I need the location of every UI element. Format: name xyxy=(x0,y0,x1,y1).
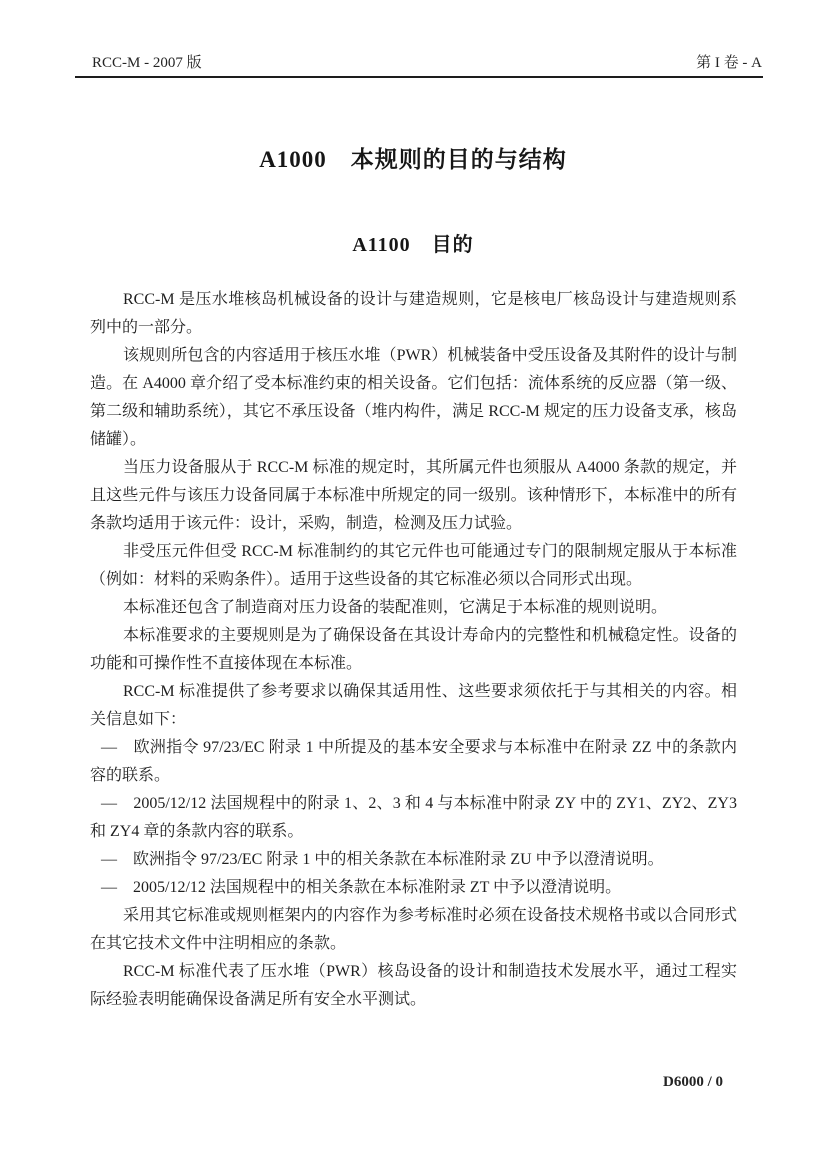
list-item: — 2005/12/12 法国规程中的相关条款在本标准附录 ZT 中予以澄清说明。 xyxy=(101,879,622,896)
paragraph: 本标准要求的主要规则是为了确保设备在其设计寿命内的完整性和机械稳定性。设备的功能和可操作性不直接体现在本标准。 xyxy=(90,627,737,672)
page-header xyxy=(92,54,762,72)
paragraph: 该规则所包含的内容适用于核压水堆（PWR）机械装备中受压设备及其附件的设计与制造。在 A4000 章介绍了受本标准约束的相关设备。它们包括：流体系统的反应器（第一级、第二级和辅助系统），其它不承压设备（堆内构件，满足 RCC-M 规定的压力设备支承，核岛储罐）。 xyxy=(90,347,737,448)
header-volume-label: 第 I 卷 - A xyxy=(696,55,762,71)
footer-reference: D6000 / 0 xyxy=(663,1074,723,1090)
paragraph: 非受压元件但受 RCC-M 标准制约的其它元件也可能通过专门的限制规定服从于本标准（例如：材料的采购条件）。适用于这些设备的其它标准必须以合同形式出现。 xyxy=(90,543,737,588)
list-item: — 欧洲指令 97/23/EC 附录 1 中所提及的基本安全要求与本标准中在附录 ZZ 中的条款内容的联系。 xyxy=(90,739,737,784)
paragraph: 采用其它标准或规则框架内的内容作为参考标准时必须在设备技术规格书或以合同形式在其它技术文件中注明相应的条款。 xyxy=(90,907,737,952)
paragraph: RCC-M 标准代表了压水堆（PWR）核岛设备的设计和制造技术发展水平，通过工程实际经验表明能确保设备满足所有安全水平测试。 xyxy=(90,963,737,1008)
list-item: — 2005/12/12 法国规程中的附录 1、2、3 和 4 与本标准中附录 ZY 中的 ZY1、ZY2、ZY3 和 ZY4 章的条款内容的联系。 xyxy=(90,795,737,840)
document-body xyxy=(90,286,737,1014)
document-title: A1000 本规则的目的与结构 xyxy=(259,147,567,172)
paragraph: 本标准还包含了制造商对压力设备的装配准则，它满足于本标准的规则说明。 xyxy=(123,599,668,616)
list-item: — 欧洲指令 97/23/EC 附录 1 中的相关条款在本标准附录 ZU 中予以澄清说明。 xyxy=(101,851,664,868)
section-heading: A1100 目的 xyxy=(352,234,474,256)
paragraph: RCC-M 是压水堆核岛机械设备的设计与建造规则，它是核电厂核岛设计与建造规则系列中的一部分。 xyxy=(90,291,737,336)
header-rule xyxy=(75,76,763,78)
paragraph: RCC-M 标准提供了参考要求以确保其适用性、这些要求须依托于与其相关的内容。相关信息如下： xyxy=(90,683,737,728)
header-doc-code: RCC-M - 2007 版 xyxy=(92,55,202,71)
paragraph: 当压力设备服从于 RCC-M 标准的规定时，其所属元件也须服从 A4000 条款的规定，并且这些元件与该压力设备同属于本标准中所规定的同一级别。该种情形下，本标准中的所有条款均适用于该元件：设计，采购，制造，检测及压力试验。 xyxy=(90,459,737,532)
